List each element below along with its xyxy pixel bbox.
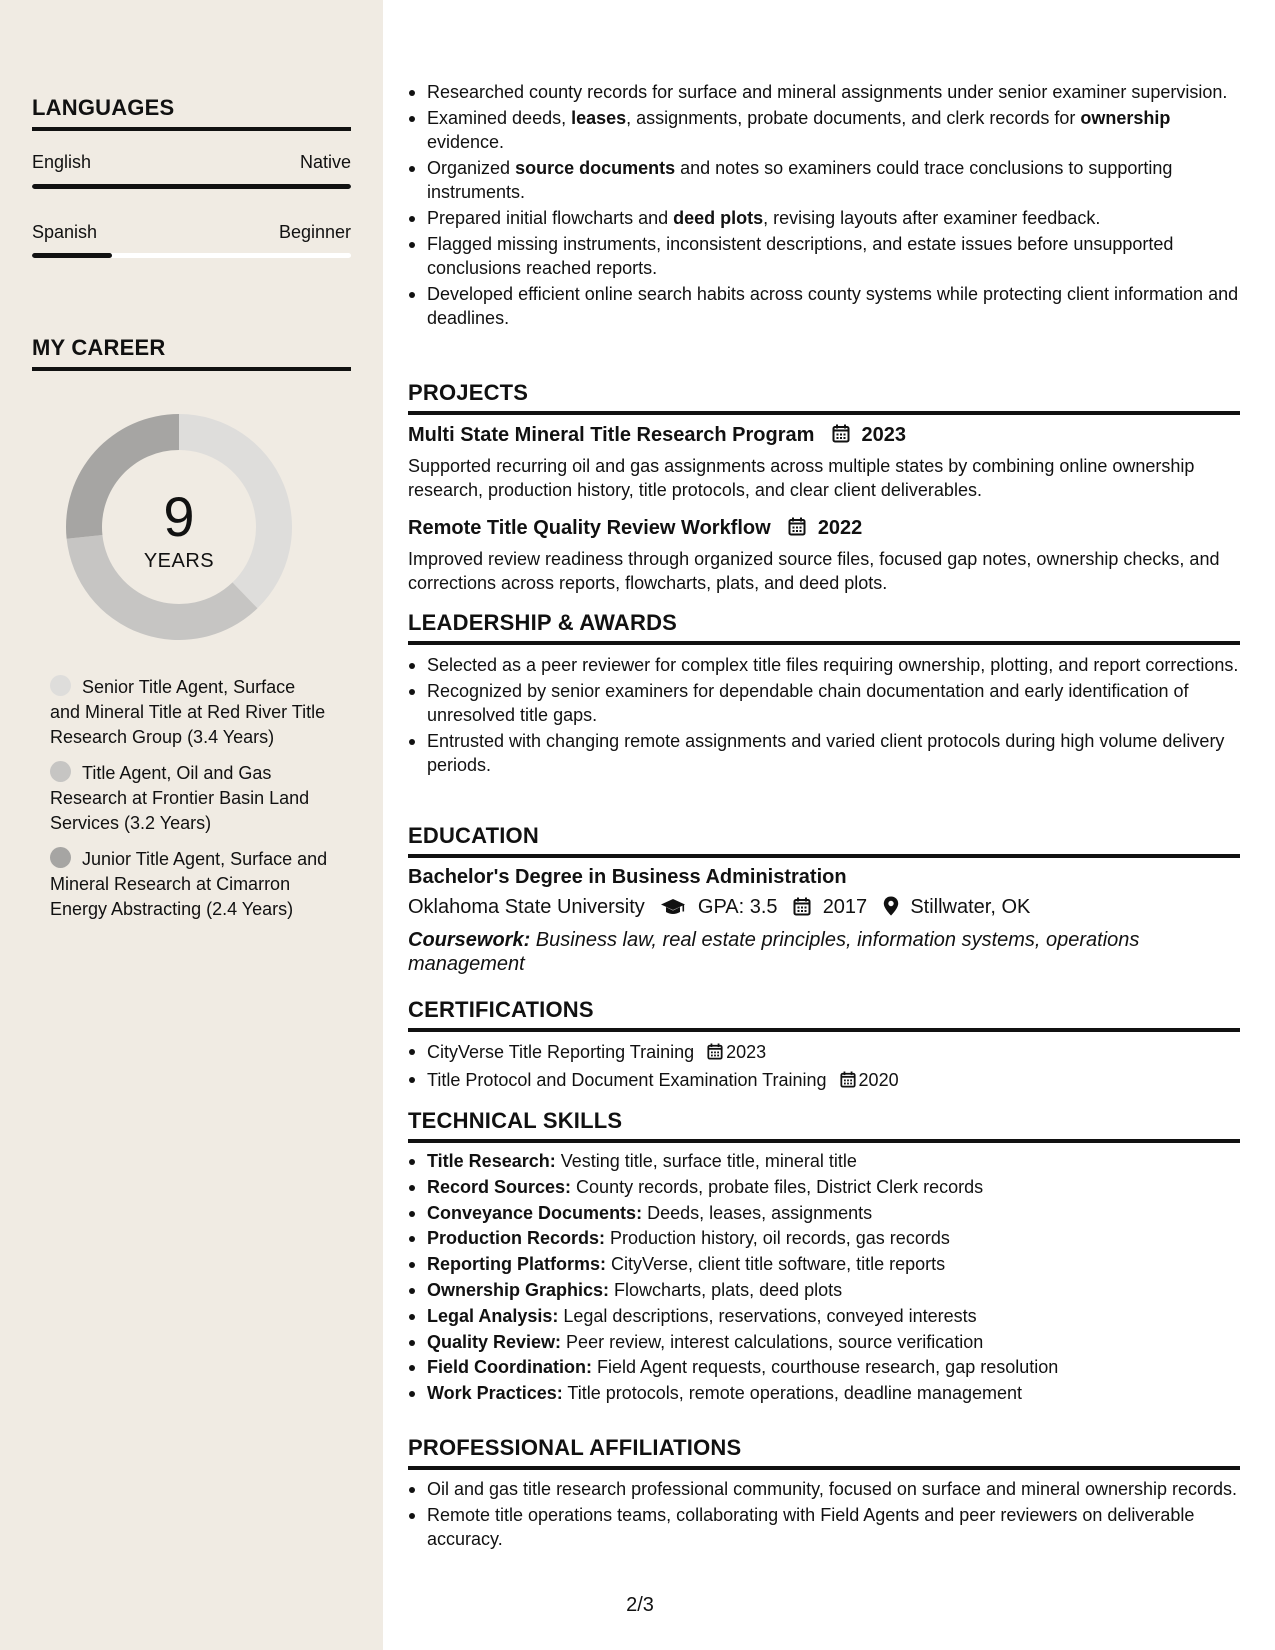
degree-title: Bachelor's Degree in Business Administration: [408, 866, 847, 888]
skill-category: Ownership Graphics:: [427, 1279, 610, 1300]
skill-values: CityVerse, client title software, title reports: [606, 1254, 946, 1275]
skill-category: Title Research:: [427, 1151, 556, 1171]
skills-list: [408, 1149, 1240, 1407]
graduation-cap-icon: [660, 896, 686, 924]
gpa: GPA: 3.5: [697, 896, 778, 918]
skill-item: [408, 1304, 1240, 1330]
skill-values: Deeds, leases, assignments: [642, 1202, 873, 1223]
skill-item: [408, 1201, 1240, 1227]
career-legend-item: [50, 675, 330, 750]
project-description: Improved review readiness through organized source files, focused gap notes, ownership checks, and corrections across reports, flowcharts, plats, and deed plots.: [408, 549, 1220, 593]
experience-bullet: [408, 232, 1240, 280]
bullet-text: , revising layouts after examiner feedback.: [763, 208, 1101, 228]
bullet-text: evidence.: [427, 132, 505, 152]
bullet-text: and notes so examiners could trace conclusions to supporting instruments.: [427, 158, 1173, 202]
page-number: 2/3: [626, 1594, 654, 1616]
career-total-unit: YEARS: [143, 550, 215, 572]
bold-keyword: leases: [571, 108, 627, 128]
skill-item: [408, 1252, 1240, 1278]
bold-keyword: ownership: [1080, 108, 1171, 128]
certification-item: [408, 1039, 1240, 1067]
skill-item: [408, 1278, 1240, 1304]
certifications-list-wrap: [408, 1039, 1240, 1095]
language-proficiency-bar: [32, 184, 351, 189]
skill-item: [408, 1355, 1240, 1381]
skill-category: Record Sources:: [427, 1176, 572, 1197]
skill-values: Legal descriptions, reservations, conveyed interests: [558, 1305, 977, 1326]
coursework-text: Business law, real estate principles, information systems, operations management: [408, 929, 1140, 975]
affiliation-item: Remote title operations teams, collaborating with Field Agents and peer reviewers on deliverable accuracy.: [408, 1503, 1240, 1551]
affiliations-heading: PROFESSIONAL AFFILIATIONS: [408, 1435, 1240, 1470]
bullet-text: Prepared initial flowcharts and: [427, 208, 674, 228]
project-item: [408, 422, 1240, 502]
bullet-text: Developed efficient online search habits across county systems while protecting client information and deadlines.: [427, 284, 1239, 328]
education-entry: [408, 864, 1240, 976]
skill-values: Vesting title, surface title, mineral title: [555, 1151, 857, 1171]
skill-item: [408, 1149, 1240, 1175]
skill-item: [408, 1226, 1240, 1252]
skill-category: Work Practices:: [427, 1383, 563, 1404]
coursework-label: Coursework:: [408, 929, 531, 951]
experience-bullets: [408, 80, 1240, 330]
language-name: Spanish: [32, 222, 98, 242]
leadership-list-wrap: [408, 653, 1240, 777]
experience-bullet: [408, 206, 1240, 230]
school-name: Oklahoma State University: [408, 896, 645, 918]
bold-keyword: source documents: [515, 158, 676, 178]
leadership-item: Entrusted with changing remote assignments and varied client protocols during high volume delivery periods.: [408, 729, 1240, 777]
project-item: [408, 515, 1240, 595]
career-legend-text: Junior Title Agent, Surface and Mineral Research at Cimarron Energy Abstracting (2.4 Years): [50, 849, 328, 919]
calendar-icon: [707, 1041, 723, 1067]
certification-year: 2020: [858, 1070, 899, 1090]
skill-category: Quality Review:: [427, 1331, 562, 1352]
skills-list-wrap: [408, 1149, 1240, 1407]
language-row: [32, 222, 351, 243]
leadership-heading: LEADERSHIP & AWARDS: [408, 610, 1240, 645]
bullet-text: , assignments, probate documents, and clerk records for: [626, 108, 1081, 128]
calendar-icon: [788, 517, 806, 543]
language-proficiency-fill: [32, 253, 112, 258]
skill-values: County records, probate files, District Clerk records: [571, 1176, 984, 1197]
language-level: Beginner: [278, 222, 351, 242]
skill-category: Legal Analysis:: [427, 1305, 559, 1326]
bullet-text: Researched county records for surface and mineral assignments under senior examiner supervision.: [427, 82, 1228, 102]
coursework: [408, 928, 1240, 976]
skill-values: Flowcharts, plats, deed plots: [609, 1279, 843, 1300]
skill-values: Field Agent requests, courthouse research, gap resolution: [591, 1357, 1059, 1378]
career-legend-item: [50, 761, 330, 836]
career-legend-text: Title Agent, Oil and Gas Research at Frontier Basin Land Services (3.2 Years): [50, 763, 310, 833]
certifications-list: [408, 1039, 1240, 1095]
leadership-list: [408, 653, 1240, 777]
career-legend-text: Senior Title Agent, Surface and Mineral Title at Red River Title Research Group (3.4 Years): [50, 677, 326, 747]
skill-category: Field Coordination:: [427, 1357, 592, 1378]
affiliations-list-wrap: [408, 1477, 1240, 1551]
language-proficiency-fill: [32, 184, 351, 189]
school-location: Stillwater, OK: [910, 896, 1031, 918]
certification-name: CityVerse Title Reporting Training: [427, 1042, 695, 1062]
skill-category: Conveyance Documents:: [427, 1202, 643, 1223]
leadership-item: Selected as a peer reviewer for complex title files requiring ownership, plotting, and report corrections.: [408, 653, 1240, 677]
bullet-text: Examined deeds,: [427, 108, 572, 128]
legend-dot-icon: [50, 675, 71, 696]
certification-item: [408, 1067, 1240, 1095]
calendar-icon: [840, 1069, 856, 1095]
legend-dot-icon: [50, 847, 71, 868]
bullet-text: Flagged missing instruments, inconsistent descriptions, and estate issues before unsupported conclusions reached reports.: [427, 234, 1174, 278]
skill-values: Title protocols, remote operations, deadline management: [562, 1383, 1022, 1404]
leadership-item: Recognized by senior examiners for dependable chain documentation and early identification of unresolved title gaps.: [408, 679, 1240, 727]
experience-bullet: [408, 156, 1240, 204]
certification-name: Title Protocol and Document Examination Training: [427, 1070, 827, 1090]
bold-keyword: deed plots: [673, 208, 764, 228]
skill-item: [408, 1330, 1240, 1356]
education-details: [408, 893, 1240, 924]
affiliations-list: [408, 1477, 1240, 1551]
skill-item: [408, 1175, 1240, 1201]
education-heading: EDUCATION: [408, 823, 1240, 858]
career-legend-item: [50, 847, 330, 922]
bullet-text: Organized: [427, 158, 516, 178]
skill-category: Reporting Platforms:: [427, 1254, 607, 1275]
experience-bullet: [408, 106, 1240, 154]
sidebar: [0, 0, 383, 1650]
career-total-years: 9: [163, 485, 195, 548]
legend-dot-icon: [50, 761, 71, 782]
career-heading: MY CAREER: [32, 335, 351, 371]
experience-bullet: [408, 80, 1240, 104]
language-proficiency-bar: [32, 253, 351, 258]
experience-bullet: [408, 282, 1240, 330]
calendar-icon: [832, 424, 850, 450]
project-description: Supported recurring oil and gas assignments across multiple states by combining online ownership research, production history, title protocols, and clear client deliverables.: [408, 456, 1195, 500]
language-level: Native: [299, 152, 351, 172]
project-title: Remote Title Quality Review Workflow: [408, 517, 771, 539]
skill-values: Peer review, interest calculations, source verification: [561, 1331, 984, 1352]
project-year: 2022: [817, 517, 863, 539]
affiliation-item: Oil and gas title research professional community, focused on surface and mineral ownership records.: [408, 1477, 1240, 1501]
projects-heading: PROJECTS: [408, 380, 1240, 415]
certification-year: 2023: [726, 1042, 767, 1062]
certifications-heading: CERTIFICATIONS: [408, 997, 1240, 1032]
calendar-icon: [793, 896, 811, 924]
skill-values: Production history, oil records, gas records: [605, 1228, 950, 1249]
language-row: [32, 152, 351, 173]
languages-heading: LANGUAGES: [32, 95, 351, 131]
project-title: Multi State Mineral Title Research Program: [408, 424, 815, 446]
skill-item: [408, 1381, 1240, 1407]
graduation-year: 2017: [822, 896, 868, 918]
experience-list: [408, 80, 1240, 330]
language-name: English: [32, 152, 92, 172]
skill-category: Production Records:: [427, 1228, 606, 1249]
skills-heading: TECHNICAL SKILLS: [408, 1108, 1240, 1143]
project-year: 2023: [861, 424, 907, 446]
map-pin-icon: [883, 896, 899, 924]
